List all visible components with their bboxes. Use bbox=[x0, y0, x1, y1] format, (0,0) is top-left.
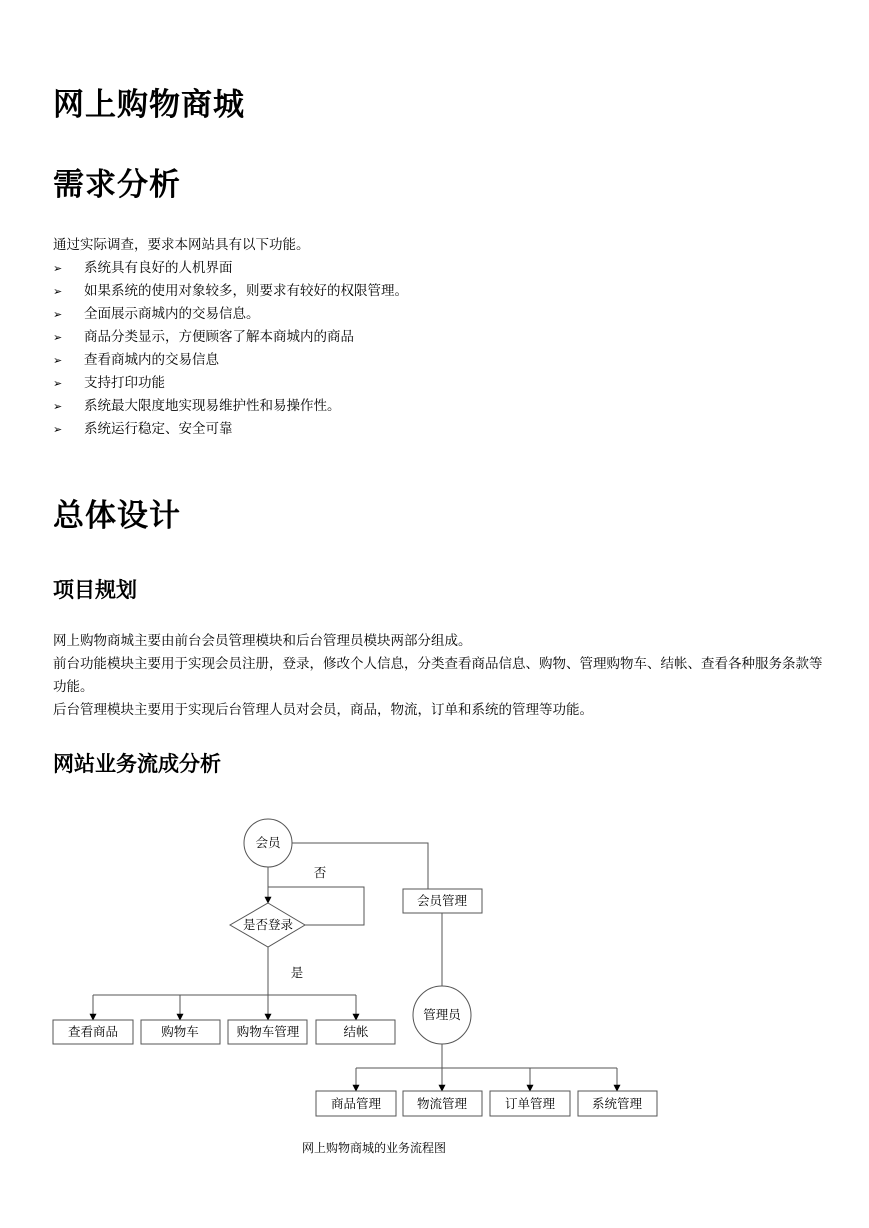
bullet-arrow-icon: ➢ bbox=[53, 423, 63, 436]
connector-member-to-member-admin bbox=[292, 843, 428, 889]
member-admin-label: 会员管理 bbox=[416, 893, 468, 908]
list-item-text: 商品分类显示，方便顾客了解本商城内的商品 bbox=[84, 329, 354, 345]
list-item-text: 系统具有良好的人机界面 bbox=[84, 260, 233, 276]
document-title: 网上购物商城 bbox=[53, 87, 245, 123]
list-item-text: 全面展示商城内的交易信息。 bbox=[84, 306, 260, 322]
bullet-arrow-icon: ➢ bbox=[53, 285, 63, 298]
list-item-text: 如果系统的使用对象较多，则要求有较好的权限管理。 bbox=[84, 283, 408, 299]
member-node-label: 会员 bbox=[255, 835, 281, 850]
bullet-arrow-icon: ➢ bbox=[53, 354, 63, 367]
bullet-arrow-icon: ➢ bbox=[53, 377, 63, 390]
bullet-arrow-icon: ➢ bbox=[53, 308, 63, 321]
heading-flow-analysis: 网站业务流成分析 bbox=[53, 752, 221, 776]
login-decision-label: 是否登录 bbox=[242, 917, 294, 932]
heading-overall-design: 总体设计 bbox=[53, 498, 181, 534]
admin-node-label: 管理员 bbox=[423, 1007, 461, 1022]
front-action-label: 购物车 bbox=[161, 1024, 199, 1039]
heading-requirements: 需求分析 bbox=[53, 167, 181, 203]
no-label: 否 bbox=[313, 865, 327, 880]
back-action-label: 商品管理 bbox=[330, 1096, 382, 1111]
front-action-label: 结帐 bbox=[343, 1024, 369, 1039]
planning-paragraph: 后台管理模块主要用于实现后台管理人员对会员，商品，物流，订单和系统的管理等功能。 bbox=[53, 702, 593, 718]
back-action-label: 物流管理 bbox=[416, 1096, 468, 1111]
heading-project-planning: 项目规划 bbox=[53, 578, 137, 602]
bullet-arrow-icon: ➢ bbox=[53, 400, 63, 413]
list-item-text: 系统运行稳定、安全可靠 bbox=[84, 421, 233, 437]
list-item-text: 支持打印功能 bbox=[84, 375, 165, 391]
front-action-label: 查看商品 bbox=[67, 1024, 119, 1039]
diagram-caption: 网上购物商城的业务流程图 bbox=[302, 1141, 447, 1155]
bullet-arrow-icon: ➢ bbox=[53, 262, 63, 275]
bullet-arrow-icon: ➢ bbox=[53, 331, 63, 344]
back-action-label: 订单管理 bbox=[504, 1096, 556, 1111]
front-action-label: 购物车管理 bbox=[236, 1024, 300, 1039]
list-item-text: 系统最大限度地实现易维护性和易操作性。 bbox=[84, 398, 341, 414]
yes-label: 是 bbox=[290, 965, 304, 980]
back-action-label: 系统管理 bbox=[591, 1096, 643, 1111]
planning-paragraph: 前台功能模块主要用于实现会员注册，登录，修改个人信息，分类查看商品信息、购物、管理购物车、结帐、查看各种服务条款等功能。 bbox=[53, 656, 823, 695]
planning-paragraph: 网上购物商城主要由前台会员管理模块和后台管理员模块两部分组成。 bbox=[53, 633, 472, 649]
intro-text: 通过实际调查，要求本网站具有以下功能。 bbox=[53, 237, 310, 253]
list-item-text: 查看商城内的交易信息 bbox=[84, 352, 219, 368]
